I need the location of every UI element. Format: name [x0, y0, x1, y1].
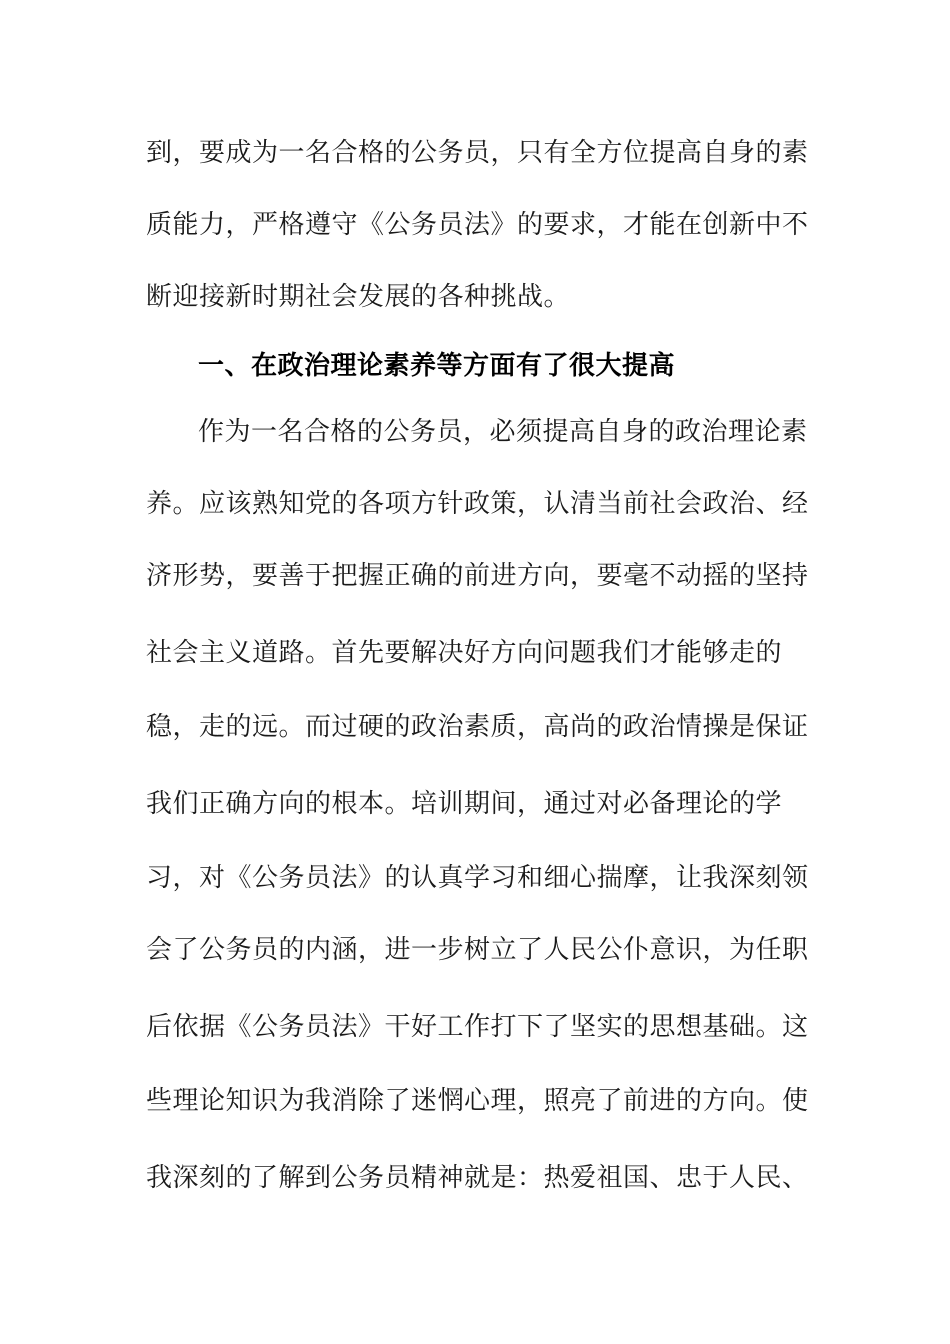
body-text-line: 养。应该熟知党的各项方针政策，认清当前社会政治、经	[146, 489, 809, 519]
body-text-line: 社会主义道路。首先要解决好方向问题我们才能够走的	[146, 638, 783, 668]
body-text-line: 我深刻的了解到公务员精神就是：热爱祖国、忠于人民、	[146, 1163, 809, 1193]
body-text-line: 些理论知识为我消除了迷惘心理，照亮了前进的方向。使	[146, 1086, 809, 1116]
body-text-line: 后依据《公务员法》干好工作打下了坚实的思想基础。这	[146, 1012, 809, 1042]
body-text-line: 作为一名合格的公务员，必须提高自身的政治理论素	[198, 417, 808, 447]
section-heading: 一、在政治理论素养等方面有了很大提高	[198, 351, 676, 381]
body-text-line: 质能力，严格遵守《公务员法》的要求，才能在创新中不	[146, 210, 809, 240]
body-text-line: 稳，走的远。而过硬的政治素质，高尚的政治情操是保证	[146, 712, 809, 742]
body-text-line: 断迎接新时期社会发展的各种挑战。	[146, 282, 571, 312]
body-text-line: 会了公务员的内涵，进一步树立了人民公仆意识，为任职	[146, 935, 809, 965]
body-text-line: 习，对《公务员法》的认真学习和细心揣摩，让我深刻领	[146, 863, 809, 893]
body-text-line: 我们正确方向的根本。培训期间，通过对必备理论的学	[146, 789, 783, 819]
body-text-line: 到，要成为一名合格的公务员，只有全方位提高自身的素	[146, 138, 809, 168]
body-text-line: 济形势，要善于把握正确的前进方向，要毫不动摇的坚持	[146, 561, 809, 591]
